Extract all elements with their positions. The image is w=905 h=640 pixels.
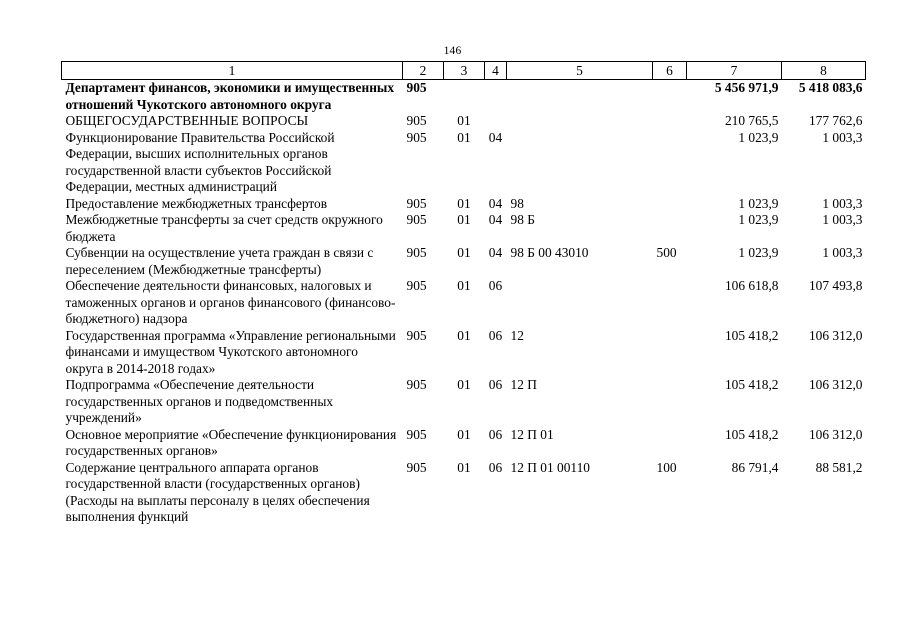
row-amount-year1: 86 791,4 bbox=[731, 459, 779, 475]
table-row bbox=[62, 196, 866, 213]
row-amount-year2: 1 003,3 bbox=[822, 195, 863, 211]
row-amount-year1: 5 456 971,9 bbox=[714, 80, 779, 95]
row-amount-year2: 106 312,0 bbox=[808, 377, 863, 392]
column-header: 6 bbox=[653, 62, 687, 80]
row-admin-code: 905 bbox=[406, 129, 427, 145]
row-amount-year1: 1 023,9 bbox=[738, 129, 779, 145]
table-row bbox=[62, 278, 866, 328]
row-expense-type bbox=[653, 130, 687, 196]
table-body bbox=[62, 80, 866, 526]
row-section-code: 01 bbox=[457, 129, 471, 145]
budget-table bbox=[61, 61, 866, 526]
row-amount-year2: 5 418 083,6 bbox=[798, 80, 863, 95]
row-expense-type bbox=[653, 377, 687, 427]
row-amount-year2: 88 581,2 bbox=[815, 459, 863, 475]
row-section-code: 01 bbox=[457, 212, 471, 227]
row-target-article: 98 Б 00 43010 bbox=[510, 245, 589, 260]
row-subsection-code: 04 bbox=[488, 195, 503, 211]
table-row bbox=[62, 80, 866, 114]
row-subsection-code: 04 bbox=[488, 212, 503, 227]
row-admin-code: 905 bbox=[406, 327, 427, 343]
row-target-article bbox=[507, 113, 653, 130]
row-target-article: 98 bbox=[510, 195, 524, 211]
row-description: Предоставление межбюджетных трансфертов bbox=[65, 195, 328, 211]
row-section-code bbox=[444, 80, 485, 114]
row-section-code: 01 bbox=[457, 245, 471, 260]
row-amount-year1: 106 618,8 bbox=[724, 278, 779, 293]
row-target-article bbox=[507, 130, 653, 196]
row-target-article bbox=[507, 80, 653, 114]
row-description: Обеспечение деятельности финансовых, налоговых и таможенных органов и органов финансового (финансово-бюджетного) надзора bbox=[65, 278, 396, 326]
row-description: Основное мероприятие «Обеспечение функционирования государственных органов» bbox=[65, 426, 397, 458]
table-row bbox=[62, 460, 866, 526]
row-section-code: 01 bbox=[457, 426, 471, 442]
row-admin-code: 905 bbox=[406, 245, 427, 260]
row-admin-code: 905 bbox=[406, 426, 427, 442]
row-admin-code: 905 bbox=[406, 377, 427, 392]
row-expense-type bbox=[653, 113, 687, 130]
row-section-code: 01 bbox=[457, 459, 471, 475]
row-section-code: 01 bbox=[457, 327, 471, 343]
row-section-code: 01 bbox=[457, 195, 471, 211]
table-row bbox=[62, 113, 866, 130]
row-expense-type bbox=[653, 328, 687, 378]
table-row bbox=[62, 212, 866, 245]
column-header: 4 bbox=[485, 62, 507, 80]
row-subsection-code: 04 bbox=[488, 245, 503, 260]
row-description: Подпрограмма «Обеспечение деятельности государственных органов и подведомственных учреждений» bbox=[65, 377, 334, 425]
column-header: 5 bbox=[507, 62, 653, 80]
column-header: 7 bbox=[687, 62, 782, 80]
row-subsection-code: 06 bbox=[488, 377, 503, 392]
row-description: Департамент финансов, экономики и имущественных отношений Чукотского автономного округа bbox=[65, 80, 395, 112]
row-amount-year2: 177 762,6 bbox=[808, 113, 863, 128]
row-amount-year1: 210 765,5 bbox=[724, 113, 779, 128]
row-section-code: 01 bbox=[457, 278, 471, 293]
row-expense-type bbox=[653, 278, 687, 328]
row-description: Государственная программа «Управление региональными финансами и имуществом Чукотского автономного округа в 2014-2018 годах» bbox=[65, 327, 396, 376]
column-header: 2 bbox=[403, 62, 444, 80]
row-amount-year1: 1 023,9 bbox=[738, 245, 779, 260]
row-subsection-code bbox=[485, 113, 507, 130]
table-row bbox=[62, 245, 866, 278]
row-section-code: 01 bbox=[457, 113, 471, 128]
row-target-article bbox=[507, 278, 653, 328]
row-subsection-code: 06 bbox=[488, 278, 503, 293]
row-amount-year1: 105 418,2 bbox=[724, 426, 779, 442]
row-description: ОБЩЕГОСУДАРСТВЕННЫЕ ВОПРОСЫ bbox=[65, 113, 309, 128]
row-description: Субвенции на осуществление учета граждан в связи с переселением (Межбюджетные трансферты) bbox=[65, 245, 374, 277]
row-subsection-code: 04 bbox=[488, 129, 503, 145]
row-amount-year2: 1 003,3 bbox=[822, 212, 863, 227]
table-row bbox=[62, 427, 866, 460]
row-amount-year1: 105 418,2 bbox=[724, 377, 779, 392]
row-admin-code: 905 bbox=[406, 459, 427, 475]
row-description: Межбюджетные трансферты за счет средств окружного бюджета bbox=[65, 212, 383, 244]
row-admin-code: 905 bbox=[406, 80, 427, 95]
row-amount-year1: 105 418,2 bbox=[724, 327, 779, 343]
row-expense-type bbox=[653, 80, 687, 114]
row-amount-year2: 106 312,0 bbox=[808, 426, 863, 442]
column-header: 1 bbox=[62, 62, 403, 80]
row-expense-type: 500 bbox=[656, 245, 677, 260]
row-subsection-code: 06 bbox=[488, 426, 503, 442]
page-number: 146 bbox=[443, 45, 462, 57]
row-amount-year1: 1 023,9 bbox=[738, 212, 779, 227]
row-amount-year2: 1 003,3 bbox=[822, 129, 863, 145]
row-admin-code: 905 bbox=[406, 195, 427, 211]
row-expense-type bbox=[653, 196, 687, 213]
column-header: 8 bbox=[782, 62, 866, 80]
row-description: Содержание центрального аппарата органов государственной власти (государственных органов) (Расходы на выплаты персоналу в целях обеспечения выполнения функций bbox=[65, 459, 370, 524]
row-amount-year2: 1 003,3 bbox=[822, 245, 863, 260]
row-target-article: 12 bbox=[510, 327, 524, 343]
table-row bbox=[62, 130, 866, 196]
table-row bbox=[62, 328, 866, 378]
row-description: Функционирование Правительства Российской Федерации, высших исполнительных органов государственной власти субъектов Российской Федерации, местных администраций bbox=[65, 129, 335, 194]
row-amount-year2: 106 312,0 bbox=[808, 327, 863, 343]
header-row bbox=[62, 62, 866, 80]
row-subsection-code: 06 bbox=[488, 327, 503, 343]
row-expense-type bbox=[653, 212, 687, 245]
row-target-article: 12 П bbox=[510, 377, 537, 392]
row-target-article: 12 П 01 bbox=[510, 426, 554, 442]
row-target-article: 12 П 01 00110 bbox=[510, 459, 590, 475]
column-header: 3 bbox=[444, 62, 485, 80]
row-subsection-code bbox=[485, 80, 507, 114]
row-expense-type: 100 bbox=[656, 459, 677, 475]
row-admin-code: 905 bbox=[406, 113, 427, 128]
row-section-code: 01 bbox=[457, 377, 471, 392]
table-row bbox=[62, 377, 866, 427]
row-target-article: 98 Б bbox=[510, 212, 535, 227]
row-admin-code: 905 bbox=[406, 278, 427, 293]
row-subsection-code: 06 bbox=[488, 459, 503, 475]
row-amount-year2: 107 493,8 bbox=[808, 278, 863, 293]
row-admin-code: 905 bbox=[406, 212, 427, 227]
row-amount-year1: 1 023,9 bbox=[738, 195, 779, 211]
row-expense-type bbox=[653, 427, 687, 460]
